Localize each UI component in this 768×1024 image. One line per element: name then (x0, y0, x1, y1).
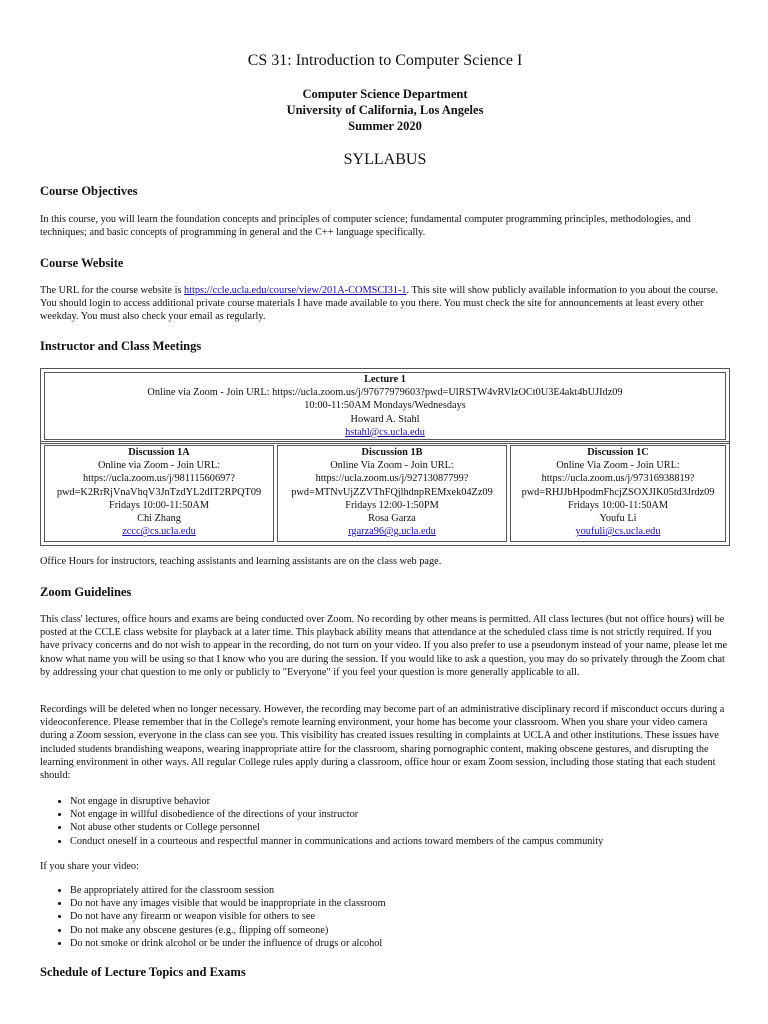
discussion-location: Online via Zoom - Join URL: (97, 460, 221, 472)
list-item: • Not abuse other students or College personnel (70, 821, 603, 834)
lecture-table (40, 368, 730, 444)
course-info (40, 86, 730, 134)
discussion-email-link[interactable]: rgarza96@g.ucla.edu (348, 526, 436, 538)
discussion-url-line1: https://ucla.zoom.us/j/98111560697? (83, 473, 235, 485)
discussion-cell-1c (510, 445, 726, 542)
list-item: • Not engage in disruptive behavior (70, 795, 603, 808)
discussion-location: Online Via Zoom - Join URL: (330, 460, 454, 472)
discussion-email-link[interactable]: zccc@cs.ucla.edu (122, 526, 196, 538)
list-item: • Conduct oneself in a courteous and respectful manner in communications and actions toward members of the campus community (70, 835, 603, 848)
discussion-table (40, 441, 730, 546)
lecture-cell (44, 372, 726, 440)
discussion-location: Online Via Zoom - Join URL: (556, 460, 680, 472)
lecture-location: Online via Zoom - Join URL: https://ucla.zoom.us/j/97677979603?pwd=UlRSTW4vRVlzOCt0U3E4akt4bUJIdz09 (147, 387, 623, 399)
zoom-heading: Zoom Guidelines (40, 585, 132, 599)
discussion-email-link[interactable]: youfuli@cs.ucla.edu (575, 526, 661, 538)
discussion-time: Fridays 10:00-11:50AM (567, 499, 668, 511)
discussion-time: Fridays 10:00-11:50AM (108, 499, 209, 511)
term: Summer 2020 (348, 119, 422, 133)
discussion-name: Discussion 1C (587, 447, 649, 458)
discussion-ta: Youfu Li (599, 513, 637, 525)
website-text-after: . This site will show publicly available information to you about the course. You should login to access additional private course materials I have made available to you there. You must check the site for announcements at least every other weekday. You must also check your email as regularly. (40, 285, 719, 323)
discussion-name: Discussion 1A (128, 447, 190, 458)
office-hours-text: Office Hours for instructors, teaching assistants and learning assistants are on the class web page. (40, 556, 442, 567)
lecture-time: 10:00-11:50AM Mondays/Wednesdays (304, 400, 466, 412)
meetings-heading: Instructor and Class Meetings (40, 339, 202, 353)
website-text-before: The URL for the course website is (40, 285, 185, 296)
video-rules-list (40, 884, 386, 950)
discussion-url-line1: https://ucla.zoom.us/j/97316938819? (541, 473, 695, 485)
objectives-heading: Course Objectives (40, 184, 138, 198)
lecture-name: Lecture 1 (364, 374, 406, 385)
syllabus-heading: SYLLABUS (343, 151, 427, 168)
video-intro: If you share your video: (40, 861, 139, 872)
discussion-url-line2: pwd=RHJJbHpodmFhcjZSOXJIK05td3Jrdz09 (521, 486, 715, 498)
website-heading: Course Website (40, 256, 124, 270)
discussion-cell-1b (277, 445, 507, 542)
website-text (40, 284, 728, 324)
university: University of California, Los Angeles (286, 103, 484, 117)
discussion-url-line1: https://ucla.zoom.us/j/92713087799? (315, 473, 469, 485)
zoom-para-2: Recordings will be deleted when no longer necessary. However, the recording may become part of an administrative disciplinary record if misconduct occurs during a videoconference. Please remember that in the College's remote learning environment, your home has become your classroom. When you share your video camera during a Zoom session, everyone in the class can see you. This visibility has created issues resulting in complaints at UCLA and other institutions. These issues have included students brandishing weapons, wearing inappropriate attire for the classroom, sharing pornographic content, making obscene gestures, and disrupting the learning environment in other ways. All regular College rules apply during a classroom, office hour or exam Zoom session, including those stating that each student should: (40, 704, 725, 782)
lecture-email-link[interactable]: hstahl@cs.ucla.edu (345, 426, 425, 438)
list-item: • Do not smoke or drink alcohol or be under the influence of drugs or alcohol (70, 937, 386, 950)
conduct-rules-list (40, 795, 603, 848)
discussion-cell-1a (44, 445, 274, 542)
discussion-ta: Chi Zhang (137, 513, 181, 525)
list-item: • Be appropriately attired for the classroom session (70, 884, 386, 897)
list-item: • Not engage in willful disobedience of the directions of your instructor (70, 808, 603, 821)
zoom-para-1: This class' lectures, office hours and exams are being conducted over Zoom. No recording by other means is permitted. All class lectures (but not office hours) will be posted at the CCLE class website for playback at a later time. This playback ability means that attendance at the scheduled class time is not strictly required. If you have privacy concerns and do not wish to appear in the recording, do not turn on your video. If you also prefer to use a pseudonym instead of your name, please let me know what name you will be using so that I know who you are during the session. If you would like to ask a question, you may do so privately through the Zoom chat by addressing your chat question to me only or publicly to "Everyone" if you feel your question is more generally applicable to all. (40, 614, 728, 678)
discussion-time: Fridays 12:00-1:50PM (345, 499, 439, 511)
page-title: CS 31: Introduction to Computer Science I (247, 52, 523, 69)
discussion-url-line2: pwd=MTNvUjZZVThFQjlhdnpREMxek04Zz09 (291, 486, 493, 498)
department: Computer Science Department (302, 87, 468, 101)
list-item: • Do not have any images visible that would be inappropriate in the classroom (70, 897, 386, 910)
discussion-name: Discussion 1B (361, 447, 423, 458)
list-item: • Do not make any obscene gestures (e.g., flipping off someone) (70, 924, 386, 937)
course-website-link[interactable]: https://ccle.ucla.edu/course/view/201A-COMSCI31-1 (184, 285, 407, 296)
list-item: • Do not have any firearm or weapon visible for others to see (70, 910, 386, 923)
schedule-heading: Schedule of Lecture Topics and Exams (40, 965, 246, 979)
discussion-url-line2: pwd=K2RrRjVnaVhqV3JnTzdYL2dIT2RPQT09 (56, 486, 262, 498)
lecture-instructor: Howard A. Stahl (350, 413, 420, 425)
discussion-ta: Rosa Garza (368, 513, 416, 525)
objectives-text: In this course, you will learn the foundation concepts and principles of computer science; fundamental computer programming principles, methodologies, and techniques; and basic concepts of programming in general and the C++ language specifically. (40, 214, 691, 239)
